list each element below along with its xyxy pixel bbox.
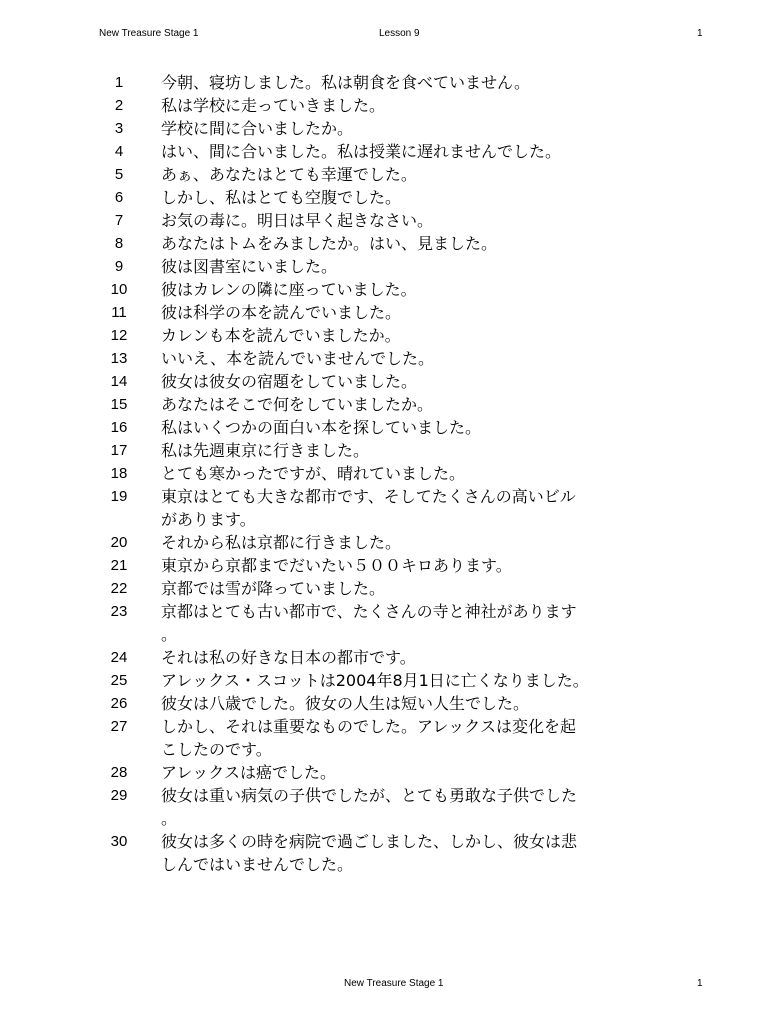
line-number: 11 [111, 304, 127, 321]
sentence-row [0, 646, 768, 669]
line-number: 12 [110, 327, 128, 344]
sentence-text: 東京から京都までだいたい５００キロあります。 [161, 556, 512, 575]
sentence-text: 私は先週東京に行きました。 [161, 441, 370, 460]
sentence-text: 彼女は八歳でした。彼女の人生は短い人生でした。 [161, 694, 530, 713]
sentence-text: しんではいませんでした。 [161, 855, 354, 874]
sentence-text: あなたはトムをみましたか。はい、見ました。 [161, 234, 498, 253]
header-lesson: Lesson 9 [379, 28, 420, 39]
sentence-text: はい、間に合いました。私は授業に遅れませんでした。 [161, 142, 562, 161]
sentence-row [0, 485, 768, 531]
sentence-row [0, 600, 768, 646]
sentence-text: 私はいくつかの面白い本を探していました。 [161, 418, 482, 437]
sentence-row [0, 462, 768, 485]
sentence-row [0, 117, 768, 140]
line-number: 14 [110, 373, 128, 390]
line-number: 24 [110, 649, 128, 666]
sentence-row [0, 669, 768, 692]
line-number: 13 [110, 350, 128, 367]
footer-page-number: 1 [697, 978, 703, 989]
sentence-text: それから私は京都に行きました。 [161, 533, 402, 552]
sentence-row [0, 784, 768, 830]
sentence-text: 彼は図書室にいました。 [161, 257, 338, 276]
line-number: 2 [114, 97, 124, 114]
sentence-text: それは私の好きな日本の都市です。 [161, 648, 416, 667]
sentence-row [0, 94, 768, 117]
sentence-row [0, 71, 768, 94]
sentence-row [0, 692, 768, 715]
line-number: 9 [114, 258, 124, 275]
sentence-row [0, 393, 768, 416]
header-page-number: 1 [697, 28, 703, 39]
line-number: 4 [114, 143, 124, 160]
sentence-row [0, 324, 768, 347]
sentence-text: しかし、それは重要なものでした。アレックスは変化を起 [161, 717, 577, 736]
sentence-text: 。 [161, 625, 178, 644]
line-number: 26 [110, 695, 128, 712]
sentence-row [0, 830, 768, 876]
line-number: 16 [110, 419, 128, 436]
line-number: 23 [110, 603, 128, 620]
sentence-text: あぁ、あなたはとても幸運でした。 [161, 165, 417, 184]
sentence-text: アレックスは癌でした。 [161, 763, 337, 782]
line-number: 22 [110, 580, 128, 597]
sentence-text: あなたはそこで何をしていましたか。 [161, 395, 434, 414]
line-number: 30 [110, 833, 128, 850]
line-number: 10 [110, 281, 128, 298]
line-number: 5 [114, 166, 124, 183]
sentence-text: 彼女は重い病気の子供でしたが、とても勇敢な子供でした [161, 786, 578, 805]
sentence-row [0, 140, 768, 163]
line-number: 1 [114, 74, 124, 91]
sentence-row [0, 370, 768, 393]
sentence-text: 京都はとても古い都市で、たくさんの寺と神社があります [161, 602, 577, 621]
sentence-row [0, 416, 768, 439]
sentence-text: アレックス・スコットは2004年8月1日に亡くなりました。 [161, 671, 589, 690]
page-header [0, 28, 768, 44]
line-number: 6 [114, 189, 124, 206]
footer-book-title: New Treasure Stage 1 [344, 978, 444, 989]
line-number: 25 [110, 672, 128, 689]
sentence-text: 東京はとても大きな都市です、そしてたくさんの高いビル [161, 487, 576, 506]
sentence-row [0, 347, 768, 370]
header-book-title: New Treasure Stage 1 [99, 28, 199, 39]
sentence-row [0, 278, 768, 301]
sentence-text: とても寒かったですが、晴れていました。 [161, 464, 466, 483]
sentence-text: 彼は科学の本を読んでいました。 [161, 303, 402, 322]
sentence-text: しかし、私はとても空腹でした。 [161, 188, 402, 207]
page-footer [0, 978, 768, 994]
sentence-text: 学校に間に合いましたか。 [161, 119, 354, 138]
line-number: 15 [110, 396, 128, 413]
sentence-text: 今朝、寝坊しました。私は朝食を食べていません。 [161, 73, 530, 92]
sentence-row [0, 301, 768, 324]
sentence-text: 彼女は多くの時を病院で過ごしました、しかし、彼女は悲 [161, 832, 578, 851]
sentence-row [0, 715, 768, 761]
sentence-text: 京都では雪が降っていました。 [161, 579, 386, 598]
sentence-text: カレンも本を読んでいましたか。 [161, 326, 401, 345]
sentence-row [0, 209, 768, 232]
sentence-row [0, 163, 768, 186]
line-number: 19 [110, 488, 128, 505]
sentence-row [0, 577, 768, 600]
sentence-row [0, 531, 768, 554]
line-number: 8 [114, 235, 124, 252]
sentence-row [0, 439, 768, 462]
sentence-row [0, 554, 768, 577]
line-number: 7 [114, 212, 124, 229]
sentence-text: 彼はカレンの隣に座っていました。 [161, 280, 417, 299]
sentence-row [0, 761, 768, 784]
line-number: 27 [110, 718, 128, 735]
sentence-row [0, 255, 768, 278]
sentence-text: 。 [161, 809, 178, 828]
sentence-text: いいえ、本を読んでいませんでした。 [161, 349, 434, 368]
sentence-row [0, 186, 768, 209]
line-number: 21 [110, 557, 128, 574]
sentence-text: お気の毒に。明日は早く起きなさい。 [161, 211, 434, 230]
sentence-text: 彼女は彼女の宿題をしていました。 [161, 372, 418, 391]
sentence-text: があります。 [161, 510, 256, 529]
line-number: 28 [110, 764, 128, 781]
sentence-row [0, 232, 768, 255]
line-number: 17 [110, 442, 128, 459]
sentence-text: 私は学校に走っていきました。 [161, 96, 386, 115]
sentence-text: こしたのです。 [161, 740, 272, 759]
line-number: 18 [110, 465, 128, 482]
line-number: 3 [114, 120, 124, 137]
line-number: 20 [110, 534, 128, 551]
line-number: 29 [110, 787, 128, 804]
